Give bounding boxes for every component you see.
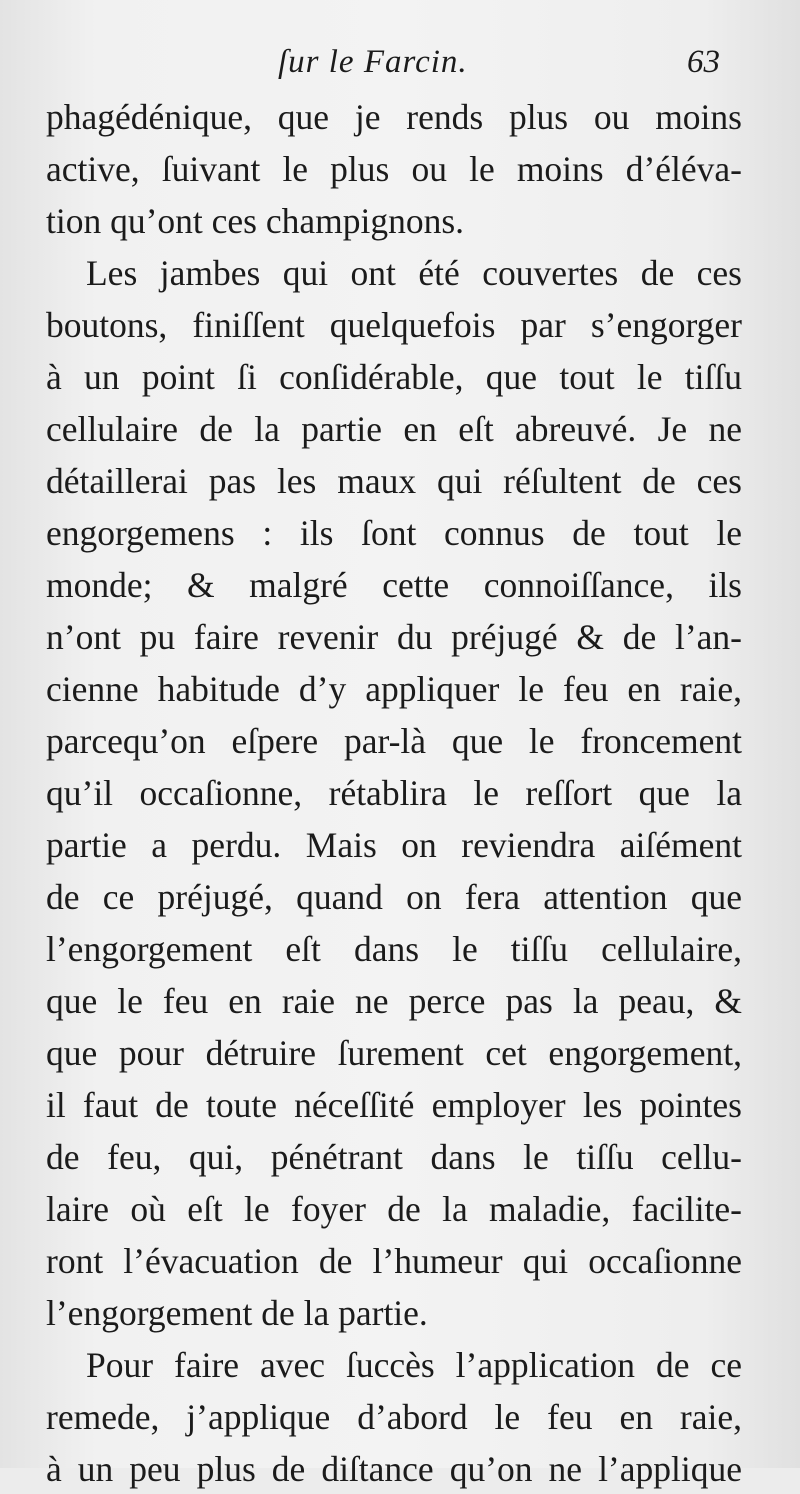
text-line: phagédénique, que je rends plus ou moins [46,97,742,137]
text-line: parcequ’on eſpere par-là que le froncement [46,721,742,761]
text-line: qu’il occaſionne, rétablira le reſſort que la [46,773,742,813]
text-line: à un point ſi conſidérable, que tout le tiſſu [46,357,742,397]
text-line: engorgemens : ils ſont connus de tout le [46,513,742,553]
text-line: n’ont pu faire revenir du préjugé & de l’an- [46,617,742,657]
text-line: active, ſuivant le plus ou le moins d’éléva- [46,149,742,189]
text-line: partie a perdu. Mais on reviendra aiſément [46,825,742,865]
text-line: ront l’évacuation de l’humeur qui occaſionne [46,1241,742,1281]
text-line: à un peu plus de diſtance qu’on ne l’applique [46,1449,742,1489]
text-line: laire où eſt le foyer de la maladie, facilite- [46,1189,742,1229]
text-line: que le feu en raie ne perce pas la peau, & [46,981,742,1021]
page-number: 63 [687,44,720,80]
page-header [0,44,800,84]
text-line: l’engorgement eſt dans le tiſſu cellulaire, [46,929,742,969]
text-line: boutons, finiſſent quelquefois par s’engorger [46,305,742,345]
running-title: ſur le Farcin. [278,44,468,80]
text-line: détaillerai pas les maux qui réſultent de ces [46,461,742,501]
text-line: tion qu’ont ces champignons. [46,201,465,241]
text-line: de ce préjugé, quand on fera attention que [46,877,742,917]
text-line: Les jambes qui ont été couvertes de ces [86,253,742,293]
text-line: Pour faire avec ſuccès l’application de ce [86,1345,742,1385]
text-line: que pour détruire ſurement cet engorgement, [46,1033,742,1073]
text-line: remede, j’applique d’abord le feu en raie, [46,1397,742,1437]
text-line: cienne habitude d’y appliquer le feu en raie, [46,669,742,709]
text-line: cellulaire de la partie en eſt abreuvé. Je ne [46,409,742,449]
text-line: monde; & malgré cette connoiſſance, ils [46,565,742,605]
text-line: il faut de toute néceſſité employer les pointes [46,1085,742,1125]
text-line: de feu, qui, pénétrant dans le tiſſu cellu- [46,1137,742,1177]
text-line: l’engorgement de la partie. [46,1293,428,1333]
